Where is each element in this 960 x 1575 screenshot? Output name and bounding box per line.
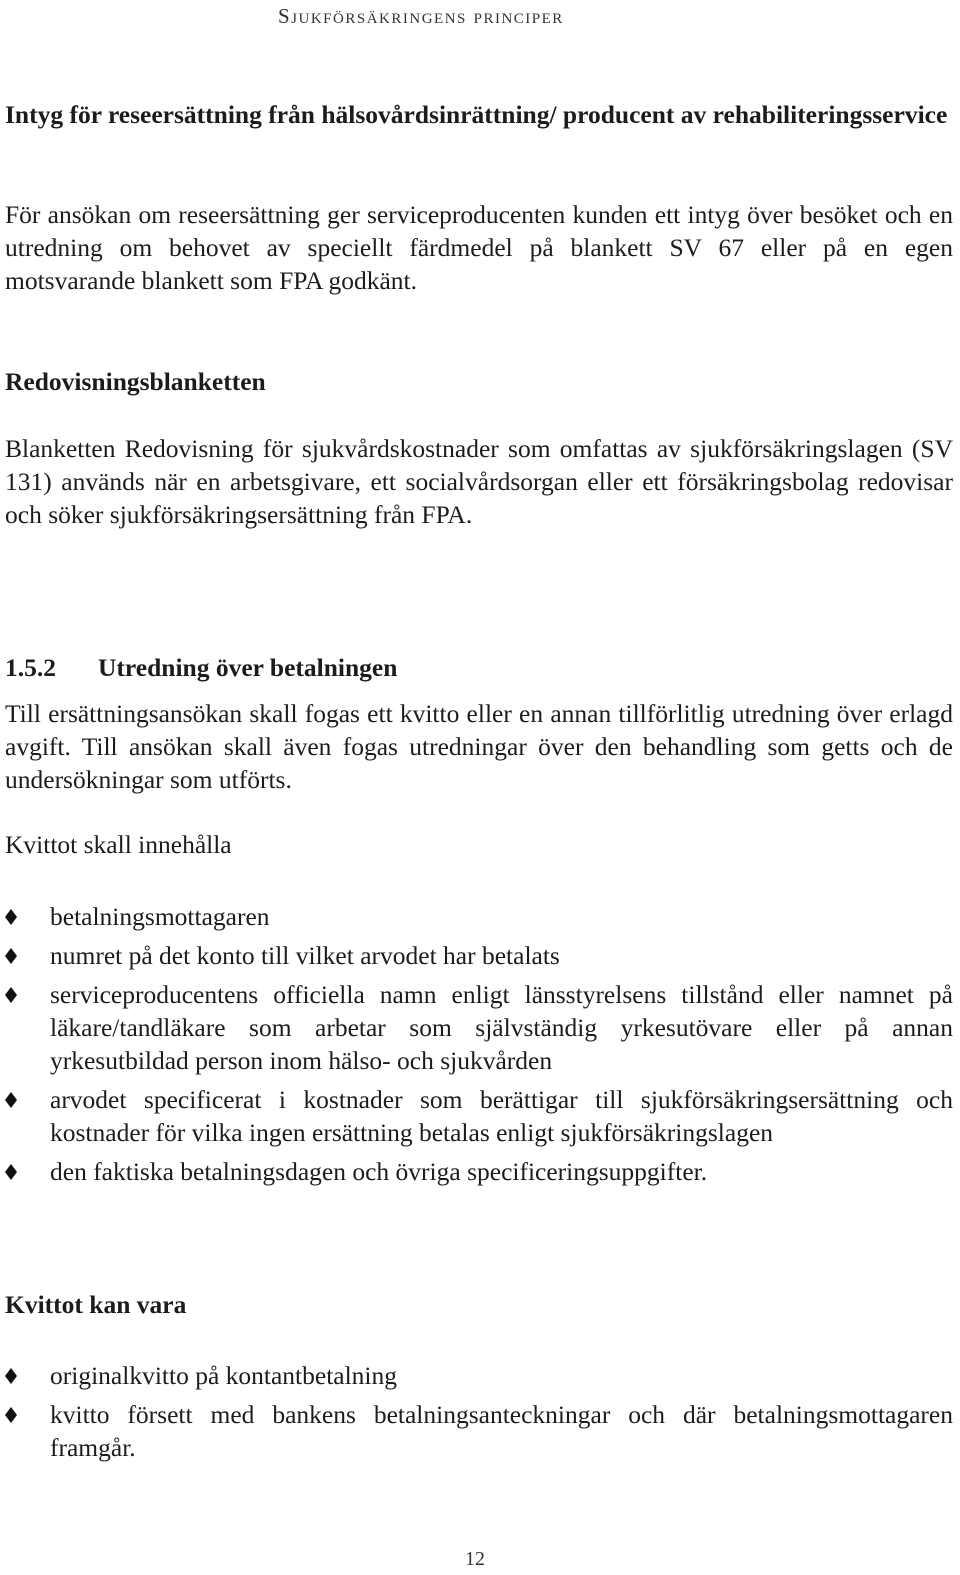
section-heading bbox=[5, 651, 397, 685]
diamond-bullet-icon bbox=[5, 909, 17, 925]
page-number: 12 bbox=[465, 1548, 485, 1570]
list-item: kvitto försett med bankens betalningsanteckningar och där betalningsmottagaren framgår. bbox=[5, 1398, 953, 1464]
kvitto-vara-list bbox=[5, 1359, 953, 1464]
diamond-bullet-icon bbox=[5, 1164, 17, 1180]
paragraph-redovisning: Blanketten Redovisning för sjukvårdskostnader som omfattas av sjukförsäkringslagen (SV 131) används när en arbetsgivare, ett socialvårdsorgan eller ett försäkringsbolag redovisar och söker sjukförsäkringsersättning från FPA. bbox=[5, 434, 953, 529]
diamond-bullet-icon bbox=[5, 1407, 17, 1423]
list-item: numret på det konto till vilket arvodet har betalats bbox=[5, 939, 953, 972]
running-head: Sjukförsäkringens principer bbox=[278, 4, 564, 28]
diamond-bullet-icon bbox=[5, 1092, 17, 1108]
paragraph-kvittot-skall-innehalla: Kvittot skall innehålla bbox=[5, 830, 232, 859]
list-item: originalkvitto på kontantbetalning bbox=[5, 1359, 953, 1392]
list-item: den faktiska betalningsdagen och övriga specificeringsuppgifter. bbox=[5, 1155, 953, 1188]
paragraph-intyg: För ansökan om reseersättning ger serviceproducenten kunden ett intyg över besöket och en utredning om behovet av speciellt färdmedel på blankett SV 67 eller på en egen motsvarande blankett som FPA godkänt. bbox=[5, 200, 953, 295]
diamond-bullet-icon bbox=[5, 1368, 17, 1384]
heading-redovisningsblanketten: Redovisningsblanketten bbox=[5, 367, 266, 396]
diamond-bullet-icon bbox=[5, 987, 17, 1003]
list-item: serviceproducentens officiella namn enligt länsstyrelsens tillstånd eller namnet på läkare/tandläkare som arbetar som självständig yrkesutövare eller på annan yrkesutbildad person inom hälso- och sjukvården bbox=[5, 978, 953, 1077]
heading-intyg: Intyg för reseersättning från hälsovårdsinrättning/ producent av rehabiliteringsservice bbox=[5, 100, 948, 129]
list-item: betalningsmottagaren bbox=[5, 900, 953, 933]
section-title: Utredning över betalningen bbox=[98, 653, 398, 683]
section-number: 1.5.2 bbox=[5, 653, 56, 683]
diamond-bullet-icon bbox=[5, 948, 17, 964]
paragraph-utredning: Till ersättningsansökan skall fogas ett kvitto eller en annan tillförlitlig utredning över erlagd avgift. Till ansökan skall även fogas utredningar över den behandling som getts och de undersökningar som utförts. bbox=[5, 699, 953, 794]
heading-kvittot-kan-vara: Kvittot kan vara bbox=[5, 1290, 187, 1319]
list-item: arvodet specificerat i kostnader som berättigar till sjukförsäkringsersättning och kostnader för vilka ingen ersättning betalas enligt sjukförsäkringslagen bbox=[5, 1083, 953, 1149]
kvitto-innehall-list bbox=[5, 900, 953, 1188]
